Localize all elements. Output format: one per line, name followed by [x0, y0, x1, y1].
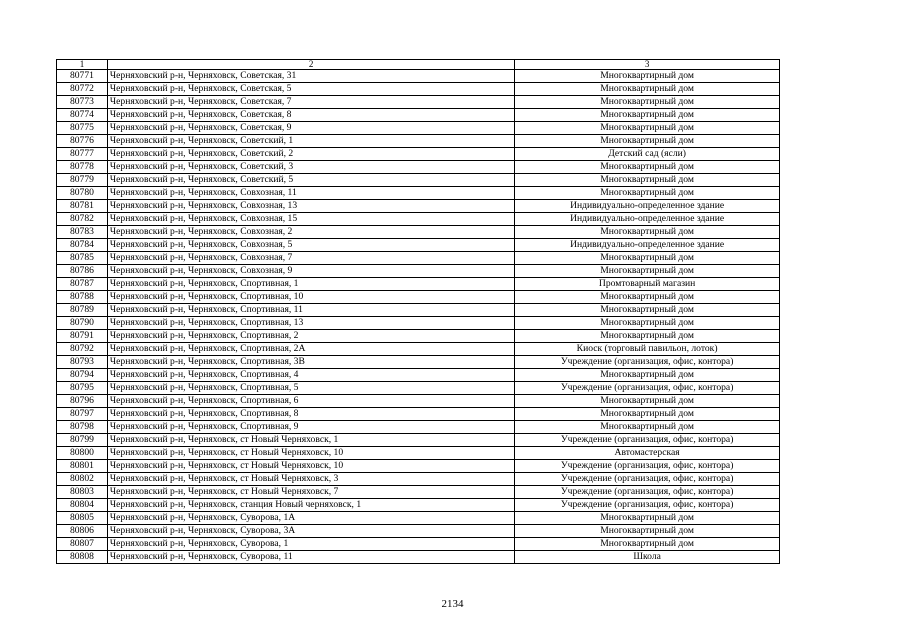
table-header-row — [57, 60, 780, 70]
cell-building-type: Учреждение (организация, офис, контора) — [515, 473, 780, 486]
table-row — [57, 226, 780, 239]
cell-building-type: Детский сад (ясли) — [515, 148, 780, 161]
cell-building-type: Многоквартирный дом — [515, 512, 780, 525]
cell-record-id: 80793 — [57, 356, 108, 369]
cell-record-id: 80805 — [57, 512, 108, 525]
cell-address: Черняховский р-н, Черняховск, Совхозная, 5 — [107, 239, 514, 252]
cell-record-id: 80801 — [57, 460, 108, 473]
table-row — [57, 356, 780, 369]
table-row — [57, 408, 780, 421]
cell-building-type: Многоквартирный дом — [515, 525, 780, 538]
table-row — [57, 135, 780, 148]
cell-record-id: 80786 — [57, 265, 108, 278]
cell-record-id: 80781 — [57, 200, 108, 213]
cell-building-type: Многоквартирный дом — [515, 96, 780, 109]
cell-address: Черняховский р-н, Черняховск, Суворова, 1А — [107, 512, 514, 525]
cell-building-type: Многоквартирный дом — [515, 161, 780, 174]
cell-record-id: 80806 — [57, 525, 108, 538]
cell-building-type: Учреждение (организация, офис, контора) — [515, 382, 780, 395]
cell-record-id: 80777 — [57, 148, 108, 161]
cell-address: Черняховский р-н, Черняховск, Советский, 5 — [107, 174, 514, 187]
table-row — [57, 213, 780, 226]
cell-building-type: Многоквартирный дом — [515, 421, 780, 434]
cell-building-type: Школа — [515, 551, 780, 564]
cell-record-id: 80788 — [57, 291, 108, 304]
cell-record-id: 80800 — [57, 447, 108, 460]
table-row — [57, 421, 780, 434]
cell-building-type: Автомастерская — [515, 447, 780, 460]
cell-record-id: 80775 — [57, 122, 108, 135]
cell-building-type: Многоквартирный дом — [515, 187, 780, 200]
cell-address: Черняховский р-н, Черняховск, Спортивная, 10 — [107, 291, 514, 304]
cell-address: Черняховский р-н, Черняховск, Спортивная, 8 — [107, 408, 514, 421]
cell-record-id: 80778 — [57, 161, 108, 174]
table-row — [57, 434, 780, 447]
cell-address: Черняховский р-н, Черняховск, Совхозная, 9 — [107, 265, 514, 278]
table-row — [57, 473, 780, 486]
cell-address: Черняховский р-н, Черняховск, Спортивная, 4 — [107, 369, 514, 382]
table-row — [57, 512, 780, 525]
table-row — [57, 96, 780, 109]
cell-record-id: 80780 — [57, 187, 108, 200]
cell-building-type: Многоквартирный дом — [515, 317, 780, 330]
table-row — [57, 265, 780, 278]
cell-record-id: 80791 — [57, 330, 108, 343]
cell-address: Черняховский р-н, Черняховск, Суворова, 3А — [107, 525, 514, 538]
table-row — [57, 161, 780, 174]
cell-building-type: Многоквартирный дом — [515, 83, 780, 96]
table-row — [57, 525, 780, 538]
cell-address: Черняховский р-н, Черняховск, Спортивная, 1 — [107, 278, 514, 291]
cell-address: Черняховский р-н, Черняховск, Советская, 31 — [107, 70, 514, 83]
table-row — [57, 317, 780, 330]
cell-address: Черняховский р-н, Черняховск, Суворова, 11 — [107, 551, 514, 564]
cell-record-id: 80798 — [57, 421, 108, 434]
cell-address: Черняховский р-н, Черняховск, Суворова, 1 — [107, 538, 514, 551]
cell-address: Черняховский р-н, Черняховск, Советская, 7 — [107, 96, 514, 109]
table-row — [57, 70, 780, 83]
cell-record-id: 80802 — [57, 473, 108, 486]
cell-address: Черняховский р-н, Черняховск, станция Новый черняховск, 1 — [107, 499, 514, 512]
cell-record-id: 80787 — [57, 278, 108, 291]
cell-building-type: Киоск (торговый павильон, лоток) — [515, 343, 780, 356]
cell-building-type: Многоквартирный дом — [515, 226, 780, 239]
cell-address: Черняховский р-н, Черняховск, Совхозная, 13 — [107, 200, 514, 213]
cell-record-id: 80782 — [57, 213, 108, 226]
table-row — [57, 538, 780, 551]
cell-address: Черняховский р-н, Черняховск, ст Новый Черняховск, 1 — [107, 434, 514, 447]
table-row — [57, 460, 780, 473]
table-row — [57, 239, 780, 252]
cell-building-type: Многоквартирный дом — [515, 265, 780, 278]
table-row — [57, 83, 780, 96]
cell-building-type: Индивидуально-определенное здание — [515, 213, 780, 226]
cell-address: Черняховский р-н, Черняховск, Совхозная, 11 — [107, 187, 514, 200]
cell-record-id: 80774 — [57, 109, 108, 122]
cell-address: Черняховский р-н, Черняховск, Спортивная, 2 — [107, 330, 514, 343]
cell-address: Черняховский р-н, Черняховск, ст Новый Черняховск, 10 — [107, 460, 514, 473]
cell-record-id: 80807 — [57, 538, 108, 551]
cell-building-type: Учреждение (организация, офис, контора) — [515, 356, 780, 369]
cell-building-type: Промтоварный магазин — [515, 278, 780, 291]
table-row — [57, 499, 780, 512]
cell-record-id: 80790 — [57, 317, 108, 330]
cell-address: Черняховский р-н, Черняховск, Советский, 1 — [107, 135, 514, 148]
cell-address: Черняховский р-н, Черняховск, Спортивная, 5 — [107, 382, 514, 395]
cell-address: Черняховский р-н, Черняховск, ст Новый Черняховск, 10 — [107, 447, 514, 460]
table-row — [57, 148, 780, 161]
cell-record-id: 80771 — [57, 70, 108, 83]
cell-record-id: 80794 — [57, 369, 108, 382]
cell-building-type: Многоквартирный дом — [515, 408, 780, 421]
table-row — [57, 187, 780, 200]
cell-record-id: 80772 — [57, 83, 108, 96]
cell-record-id: 80797 — [57, 408, 108, 421]
cell-record-id: 80808 — [57, 551, 108, 564]
cell-address: Черняховский р-н, Черняховск, Спортивная, 13 — [107, 317, 514, 330]
cell-building-type: Индивидуально-определенное здание — [515, 239, 780, 252]
cell-record-id: 80792 — [57, 343, 108, 356]
cell-building-type: Учреждение (организация, офис, контора) — [515, 486, 780, 499]
table-row — [57, 278, 780, 291]
table-row — [57, 395, 780, 408]
cell-building-type: Многоквартирный дом — [515, 135, 780, 148]
cell-address: Черняховский р-н, Черняховск, Советский, 2 — [107, 148, 514, 161]
cell-address: Черняховский р-н, Черняховск, Советский, 3 — [107, 161, 514, 174]
header-cell-type: 3 — [515, 60, 780, 70]
cell-building-type: Многоквартирный дом — [515, 538, 780, 551]
table-row — [57, 343, 780, 356]
table-row — [57, 447, 780, 460]
header-cell-address: 2 — [107, 60, 514, 70]
registry-table — [56, 59, 780, 564]
cell-record-id: 80783 — [57, 226, 108, 239]
table-body — [57, 60, 780, 564]
cell-record-id: 80799 — [57, 434, 108, 447]
cell-building-type: Многоквартирный дом — [515, 70, 780, 83]
cell-building-type: Учреждение (организация, офис, контора) — [515, 460, 780, 473]
cell-address: Черняховский р-н, Черняховск, Спортивная, 9 — [107, 421, 514, 434]
table-row — [57, 174, 780, 187]
cell-address: Черняховский р-н, Черняховск, ст Новый Черняховск, 7 — [107, 486, 514, 499]
cell-building-type: Индивидуально-определенное здание — [515, 200, 780, 213]
cell-building-type: Учреждение (организация, офис, контора) — [515, 499, 780, 512]
table-row — [57, 330, 780, 343]
cell-address: Черняховский р-н, Черняховск, Советская, 5 — [107, 83, 514, 96]
cell-address: Черняховский р-н, Черняховск, Совхозная, 2 — [107, 226, 514, 239]
cell-record-id: 80773 — [57, 96, 108, 109]
table-row — [57, 252, 780, 265]
table-row — [57, 486, 780, 499]
table-row — [57, 304, 780, 317]
cell-address: Черняховский р-н, Черняховск, Советская, 9 — [107, 122, 514, 135]
cell-record-id: 80803 — [57, 486, 108, 499]
cell-building-type: Учреждение (организация, офис, контора) — [515, 434, 780, 447]
cell-address: Черняховский р-н, Черняховск, ст Новый Черняховск, 3 — [107, 473, 514, 486]
table-row — [57, 200, 780, 213]
cell-record-id: 80789 — [57, 304, 108, 317]
cell-address: Черняховский р-н, Черняховск, Спортивная, 2А — [107, 343, 514, 356]
cell-building-type: Многоквартирный дом — [515, 395, 780, 408]
cell-building-type: Многоквартирный дом — [515, 369, 780, 382]
table-row — [57, 369, 780, 382]
cell-building-type: Многоквартирный дом — [515, 330, 780, 343]
cell-record-id: 80796 — [57, 395, 108, 408]
cell-record-id: 80804 — [57, 499, 108, 512]
table-row — [57, 382, 780, 395]
cell-building-type: Многоквартирный дом — [515, 109, 780, 122]
cell-address: Черняховский р-н, Черняховск, Спортивная, 11 — [107, 304, 514, 317]
table-row — [57, 122, 780, 135]
header-cell-number: 1 — [57, 60, 108, 70]
cell-building-type: Многоквартирный дом — [515, 122, 780, 135]
cell-record-id: 80785 — [57, 252, 108, 265]
cell-record-id: 80776 — [57, 135, 108, 148]
cell-address: Черняховский р-н, Черняховск, Совхозная, 15 — [107, 213, 514, 226]
cell-building-type: Многоквартирный дом — [515, 291, 780, 304]
page-number: 2134 — [441, 598, 464, 610]
cell-building-type: Многоквартирный дом — [515, 252, 780, 265]
table-row — [57, 109, 780, 122]
cell-address: Черняховский р-н, Черняховск, Спортивная, 6 — [107, 395, 514, 408]
cell-record-id: 80779 — [57, 174, 108, 187]
cell-address: Черняховский р-н, Черняховск, Советская, 8 — [107, 109, 514, 122]
cell-address: Черняховский р-н, Черняховск, Спортивная, 3В — [107, 356, 514, 369]
cell-building-type: Многоквартирный дом — [515, 174, 780, 187]
cell-record-id: 80784 — [57, 239, 108, 252]
cell-building-type: Многоквартирный дом — [515, 304, 780, 317]
table-row — [57, 551, 780, 564]
cell-address: Черняховский р-н, Черняховск, Совхозная, 7 — [107, 252, 514, 265]
cell-record-id: 80795 — [57, 382, 108, 395]
table-row — [57, 291, 780, 304]
